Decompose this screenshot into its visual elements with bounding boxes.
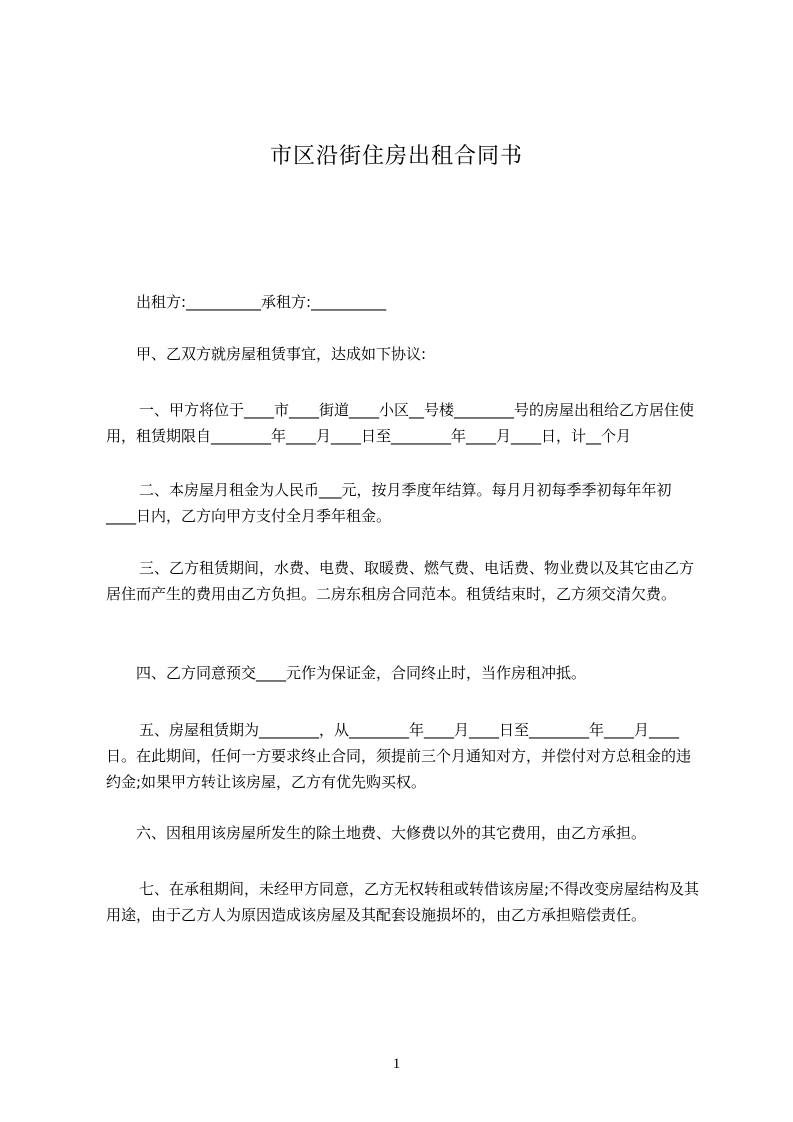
clause-6: 六、因租用该房屋所发生的除土地费、大修费以外的其它费用，由乙方承担。: [136, 824, 647, 842]
clause-4: 四、乙方同意预交____元作为保证金，合同终止时，当作房租冲抵。: [136, 664, 587, 682]
clause-1: 一、甲方将位于____市____街道____小区__号楼________号的房屋出租给乙方居住使用，租赁期限自________年____月____日至________年____月____日，计__个月: [106, 401, 695, 445]
intro-paragraph: 甲、乙双方就房屋租赁事宜，达成如下协议:: [136, 345, 427, 363]
clause-2: 二、本房屋月租金为人民币___元，按月季度年结算。每月月初每季季初每年年初____日内，乙方向甲方支付全月季年租金。: [106, 481, 672, 525]
document-title: 市区沿街住房出租合同书: [269, 144, 523, 169]
clause-3: 三、乙方租赁期间，水费、电费、取暖费、燃气费、电话费、物业费以及其它由乙方居住而产生的费用由乙方负担。二房东租房合同范本。租赁结束时，乙方须交清欠费。: [106, 559, 695, 603]
parties-line: 出租方:__________承租方:__________: [136, 293, 387, 311]
clause-5: 五、房屋租赁期为________，从________年____月____日至________年____月____日。在此期间，任何一方要求终止合同，须提前三个月通知对方，并偿付对方总租金的违约金;如果甲方转让该房屋，乙方有优先购买权。: [106, 721, 692, 791]
page-number: 1: [392, 1056, 401, 1072]
clause-7: 七、在承租期间，未经甲方同意，乙方无权转租或转借该房屋;不得改变房屋结构及其用途，由于乙方人为原因造成该房屋及其配套设施损坏的，由乙方承担赔偿责任。: [106, 880, 700, 924]
